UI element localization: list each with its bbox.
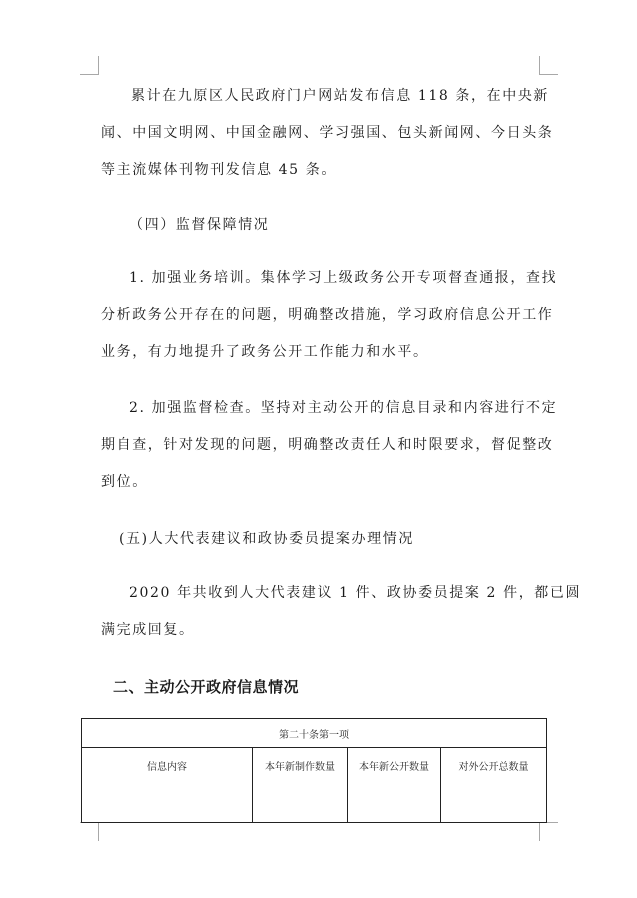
table-title-cell: 第二十条第一项 xyxy=(82,719,547,748)
header-cell-content: 信息内容 xyxy=(82,748,253,823)
paragraph-proposals-result xyxy=(101,583,582,657)
text-line: 业务，有力地提升了政务公开工作能力和水平。 xyxy=(101,344,429,360)
text-line: 2. 加强监督检查。坚持对主动公开的信息目录和内容进行不定 xyxy=(129,400,558,416)
subheading-supervision xyxy=(101,215,541,252)
page-corner-mark-top-right xyxy=(539,56,558,75)
page-corner-mark-top-left xyxy=(80,56,99,75)
text-line: 2020 年共收到人大代表建议 1 件、政协委员提案 2 件，都已圆 xyxy=(129,585,582,601)
table-header-row xyxy=(82,748,547,823)
paragraph-inspection xyxy=(101,398,558,509)
text-line: 闻、中国文明网、中国金融网、学习强国、包头新闻网、今日头条 xyxy=(101,125,554,141)
header-cell-new-made: 本年新制作数量 xyxy=(253,748,348,823)
section-heading: 二、主动公开政府信息情况 xyxy=(113,678,300,696)
subheading-proposals xyxy=(101,529,541,566)
text-line: （四）监督保障情况 xyxy=(129,217,270,233)
header-cell-new-published: 本年新公开数量 xyxy=(348,748,441,823)
info-table xyxy=(81,718,547,823)
text-line: (五)人大代表建议和政协委员提案办理情况 xyxy=(119,531,414,547)
text-line: 期自查，针对发现的问题，明确整改责任人和时限要求，督促整改 xyxy=(101,437,554,453)
text-line: 到位。 xyxy=(101,474,148,490)
text-line: 1. 加强业务培训。集体学习上级政务公开专项督查通报，查找 xyxy=(129,270,558,286)
text-line: 分析政务公开存在的问题，明确整改措施，学习政府信息公开工作 xyxy=(101,307,554,323)
page-corner-mark-bottom-left xyxy=(80,822,99,841)
header-cell-total-published: 对外公开总数量 xyxy=(441,748,547,823)
text-line: 等主流媒体刊物刊发信息 45 条。 xyxy=(101,162,337,178)
paragraph-publish-stats xyxy=(101,86,554,197)
text-line: 满完成回复。 xyxy=(101,622,195,638)
text-line: 累计在九原区人民政府门户网站发布信息 118 条，在中央新 xyxy=(131,88,550,104)
page-corner-mark-bottom-right xyxy=(539,822,558,841)
paragraph-training xyxy=(101,268,558,379)
